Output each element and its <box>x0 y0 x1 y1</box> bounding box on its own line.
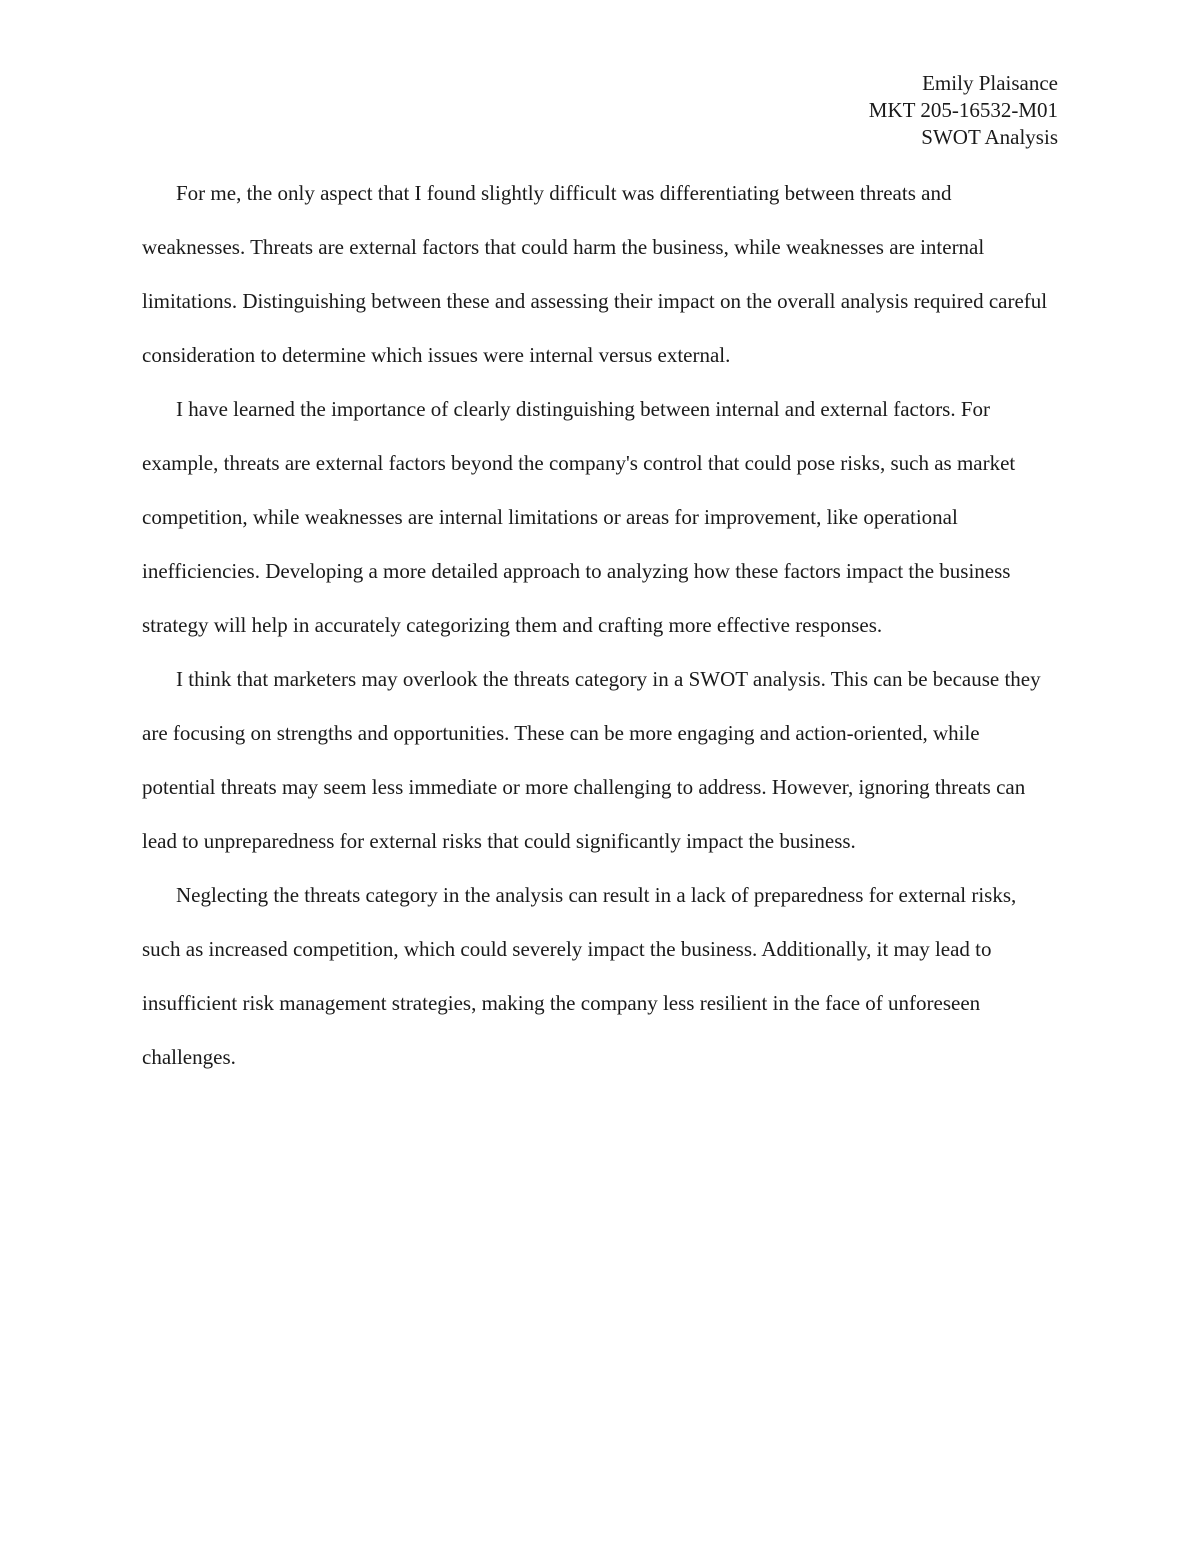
paragraph-3: I think that marketers may overlook the threats category in a SWOT analysis. This can be because they are focusing on strengths and opportunities. These can be more engaging and action-oriented, while potential threats may seem less immediate or more challenging to address. However, ignoring threats can lead to unpreparedness for external risks that could significantly impact the business. <box>142 667 1041 853</box>
course-code: MKT 205-16532-M01 <box>868 98 1058 122</box>
paragraph-1: For me, the only aspect that I found slightly difficult was differentiating between threats and weaknesses. Threats are external factors that could harm the business, while weaknesses are internal limitations. Distinguishing between these and assessing their impact on the overall analysis required careful consideration to determine which issues were internal versus external. <box>142 181 1048 367</box>
author-name: Emily Plaisance <box>922 71 1058 95</box>
paragraph-4: Neglecting the threats category in the analysis can result in a lack of preparedness for external risks, such as increased competition, which could severely impact the business. Additionally, it may lead to insufficient risk management strategies, making the company less resilient in the face of unforeseen challenges. <box>142 883 1017 1069</box>
paragraph-2: I have learned the importance of clearly distinguishing between internal and external factors. For example, threats are external factors beyond the company's control that could pose risks, such as market competition, while weaknesses are internal limitations or areas for improvement, like operational inefficiencies. Developing a more detailed approach to analyzing how these factors impact the business strategy will help in accurately categorizing them and crafting more effective responses. <box>142 397 1016 637</box>
document-body <box>142 166 1058 1084</box>
document-title: SWOT Analysis <box>921 125 1058 149</box>
document-header <box>869 70 1058 151</box>
